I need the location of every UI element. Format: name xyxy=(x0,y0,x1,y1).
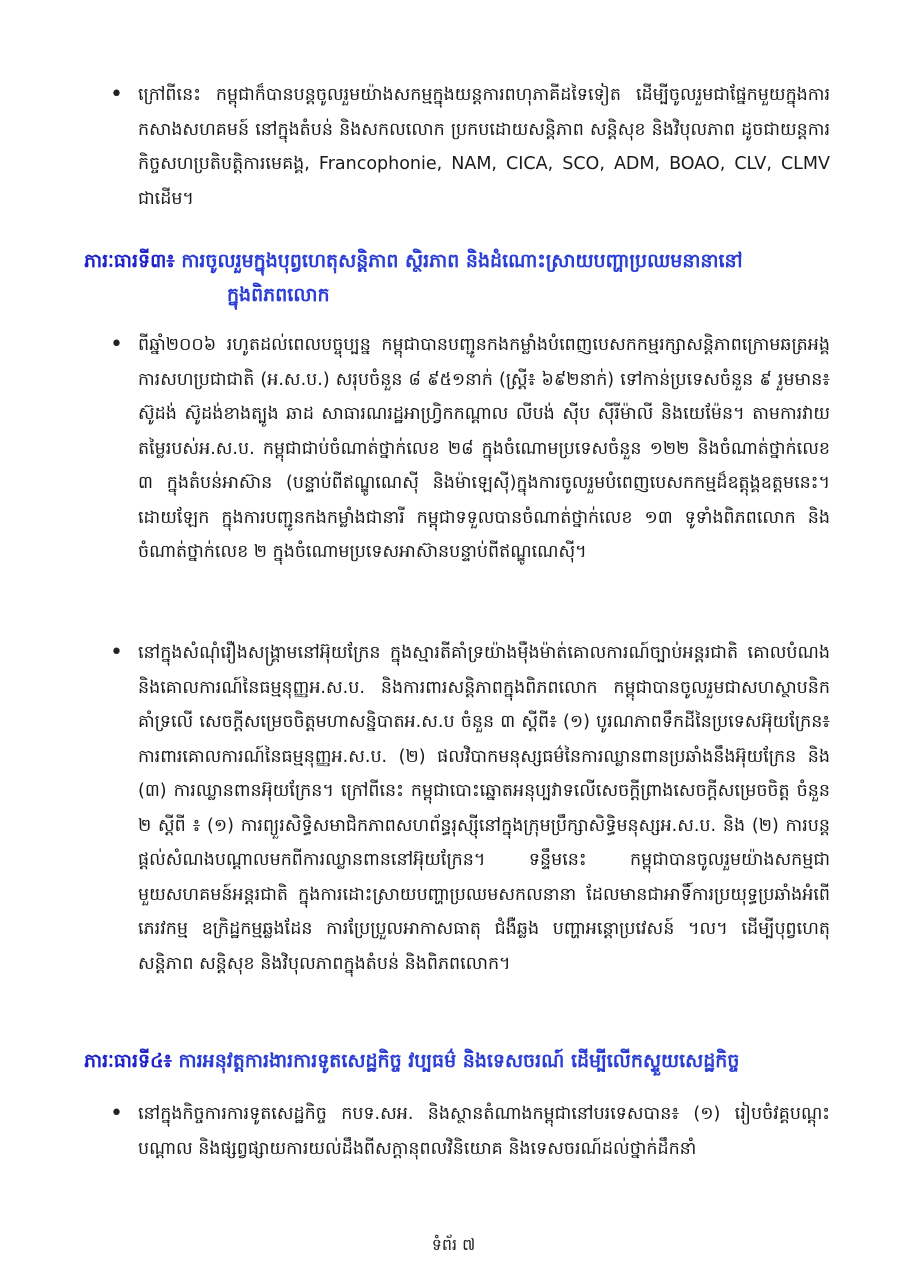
section-title-line1: ការអនុវត្តការងារការទូតសេដ្ឋកិច្ច វប្បធម៌ និងទេសចរណ៍ ដើម្បីលើកស្ទួយសេដ្ឋកិច្ច xyxy=(178,1050,740,1072)
bullet-dot-icon: • xyxy=(110,640,123,665)
bullet-text: ពីឆ្នាំ២០០៦ រហូតដល់ពេលបច្ចុប្បន្ន កម្ពុជាបានបញ្ជូនកងកម្លាំងបំពេញបេសកកម្មរក្សាសន្តិភាពក្រោមឆត្រអង្គការសហប្រជាជាតិ (អ.ស.ប.) សរុបចំនួន ៨ ៩៥១នាក់ (ស្ត្រី៖ ៦៩២នាក់) ទៅកាន់ប្រទេសចំនួន ៩ រួមមាន៖ ស៊ូដង់ ស៊ូដង់ខាងត្បូង ឆាដ សាធារណរដ្ឋអាហ្វ្រិកកណ្តាល លីបង់ ស៊ីប ស៊ីរីម៉ាលី និងយេម៉ែន។ តាមការវាយតម្លៃរបស់អ.ស.ប. កម្ពុជាជាប់ចំណាត់ថ្នាក់លេខ ២៨ ក្នុងចំណោមប្រទេសចំនួន ១២២ និងចំណាត់ថ្នាក់លេខ ៣ ក្នុងតំបន់អាស៊ាន (បន្ទាប់ពីឥណ្ឌូណេស៊ី និងម៉ាឡេស៊ី)ក្នុងការចូលរួមបំពេញបេសកកម្មដ៏ឧត្តុង្គឧត្តមនេះ។ ដោយឡែក ក្នុងការបញ្ជូនកងកម្លាំងជានារី កម្ពុជាទទួលបានចំណាត់ថ្នាក់លេខ ១៣ ទូទាំងពិភពលោក និងចំណាត់ថ្នាក់លេខ ២ ក្នុងចំណោមប្រទេសអាស៊ានបន្ទាប់ពីឥណ្ឌូណេស៊ី។ xyxy=(138,335,830,562)
bullet-item xyxy=(110,1097,830,1166)
section-label: ភារៈធារទី៣៖ xyxy=(84,250,175,272)
bullet-item xyxy=(110,328,830,570)
page-number: ទំព័រ ៧ xyxy=(431,1235,476,1254)
bullet-dot-icon: • xyxy=(110,1101,123,1126)
bullet-item xyxy=(110,636,830,981)
bullet-item xyxy=(110,78,830,216)
bullet-dot-icon: • xyxy=(110,82,123,107)
section-title-line1: ការចូលរួមក្នុងបុព្វហេតុសន្តិភាព ស្ថិរភាព និងដំណោះស្រាយបញ្ហាប្រឈមនានានៅ xyxy=(181,250,743,272)
bullet-text: នៅក្នុងសំណុំរឿងសង្គ្រាមនៅអ៊ុយក្រែន ក្នុងស្មារតីគាំទ្រយ៉ាងម៉ឺងម៉ាត់គោលការណ៍ច្បាប់អន្តរជាតិ គោលបំណងនិងគោលការណ៍នៃធម្មនុញ្ញអ.ស.ប. និងការពារសន្តិភាពក្នុងពិភពលោក កម្ពុជាបានចូលរួមជាសហស្ថាបនិកគាំទ្រលើ សេចក្តីសម្រេចចិត្តមហាសន្និបាតអ.ស.ប ចំនួន ៣ ស្តីពី៖ (១) បូរណភាពទឹកដីនៃប្រទេសអ៊ុយក្រែន៖ ការពារគោលការណ៍នៃធម្មនុញ្ញអ.ស.ប. (២) ផលវិបាកមនុស្សធម៌នៃការឈ្លានពានប្រឆាំងនឹងអ៊ុយក្រែន និង (៣) ការឈ្លានពានអ៊ុយក្រែន។ ក្រៅពីនេះ កម្ពុជាបោះឆ្នោតអនុប្បវាទលើសេចក្តីព្រាងសេចក្តីសម្រេចចិត្ត ចំនួន ២ ស្តីពី ៖ (១) ការព្យួរសិទ្ធិសមាជិកភាពសហព័ន្ធរុស្ស៊ីនៅក្នុងក្រុមប្រឹក្សាសិទ្ធិមនុស្សអ.ស.ប. និង (២) ការបន្តផ្តល់សំណងបណ្តាលមកពីការឈ្លានពាននៅអ៊ុយក្រែន។ ទន្ទឹមនេះ កម្ពុជាបានចូលរួមយ៉ាងសកម្មជាមួយសហគមន៍អន្តរជាតិ ក្នុងការដោះស្រាយបញ្ហាប្រឈមសកលនានា ដែលមានជាអាទិ៍ការប្រយុទ្ធប្រឆាំងអំពើភេរវកម្ម ឧក្រិដ្ឋកម្មឆ្លងដែន ការប្រែប្រួលអាកាសធាតុ ជំងឺឆ្លង បញ្ហាអន្តោប្រវេសន៍ ។ល។ ដើម្បីបុព្វហេតុសន្តិភាព សន្តិសុខ និងវិបុលភាពក្នុងតំបន់ និងពិភពលោក។ xyxy=(138,643,830,974)
bullet-text: ក្រៅពីនេះ កម្ពុជាក៏បានបន្តចូលរួមយ៉ាងសកម្មក្នុងយន្តការពហុភាគីដទៃទៀត ដើម្បីចូលរួមជាផ្នែកមួយក្នុងការកសាងសហគមន៍ នៅក្នុងតំបន់ និងសកលលោក ប្រកបដោយសន្តិភាព សន្តិសុខ និងវិបុលភាព ដូចជាយន្តការកិច្ចសហប្រតិបត្តិការមេគង្គ, Francophonie, NAM, CICA, SCO, ADM, BOAO, CLV, CLMV ជាដើម។ xyxy=(138,85,830,209)
section-heading-4 xyxy=(84,1044,824,1078)
bullet-dot-icon: • xyxy=(110,332,123,357)
section-title-line2: ក្នុងពិភពលោក xyxy=(227,284,330,306)
section-heading-3 xyxy=(84,244,824,312)
section-label: ភារៈធារទី៤៖ xyxy=(84,1050,172,1072)
bullet-text: នៅក្នុងកិច្ចការការទូតសេដ្ឋកិច្ច កបទ.សអ. និងស្ថានតំណាងកម្ពុជានៅបរទេសបាន៖ (១) រៀបចំវគ្គបណ្តុះបណ្តាល និងផ្សព្វផ្សាយការយល់ដឹងពីសក្តានុពលវិនិយោគ និងទេសចរណ៍ដល់ថ្នាក់ដឹកនាំ xyxy=(138,1104,830,1159)
